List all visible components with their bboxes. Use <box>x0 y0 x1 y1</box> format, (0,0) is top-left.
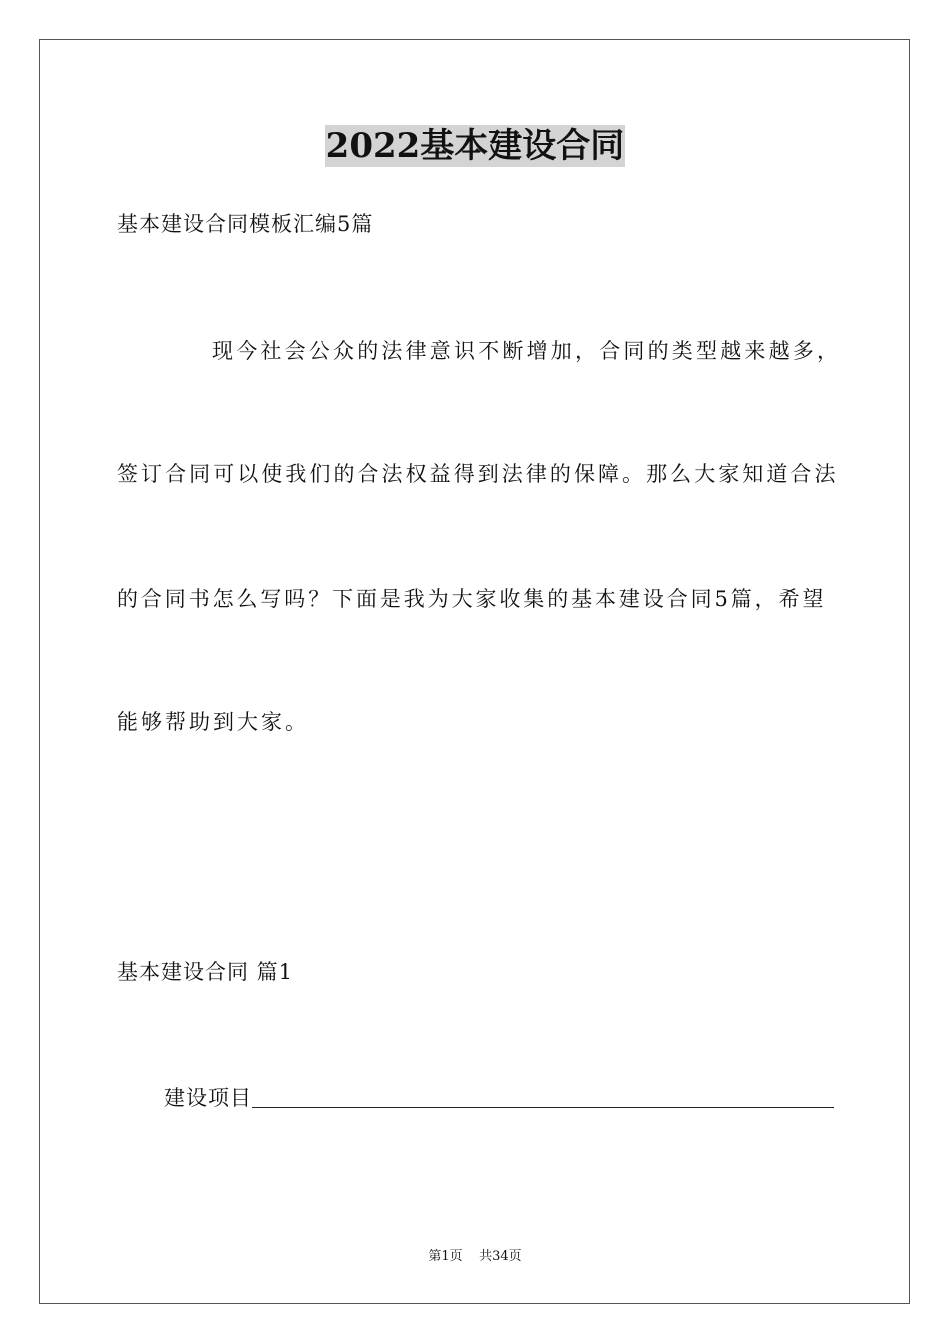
fill-in-blank-line <box>252 1085 834 1108</box>
page-footer: 第1页 共34页 <box>428 1249 522 1264</box>
intro-paragraph-line-2: 签订合同可以使我们的合法权益得到法律的保障。那么大家知道合法 <box>117 462 839 486</box>
intro-paragraph-line-4: 能够帮助到大家。 <box>117 710 309 734</box>
intro-paragraph-line-1: 现今社会公众的法律意识不断增加，合同的类型越来越多， <box>212 339 842 363</box>
intro-paragraph-line-3: 的合同书怎么写吗？下面是我为大家收集的基本建设合同5篇，希望 <box>117 587 827 611</box>
construction-project-field <box>164 1082 834 1112</box>
section-heading: 基本建设合同 篇1 <box>117 960 294 984</box>
title-container <box>0 125 950 167</box>
field-label: 建设项目 <box>164 1086 252 1110</box>
document-subtitle: 基本建设合同模板汇编5篇 <box>117 212 374 236</box>
document-title: 2022基本建设合同 <box>325 126 625 166</box>
